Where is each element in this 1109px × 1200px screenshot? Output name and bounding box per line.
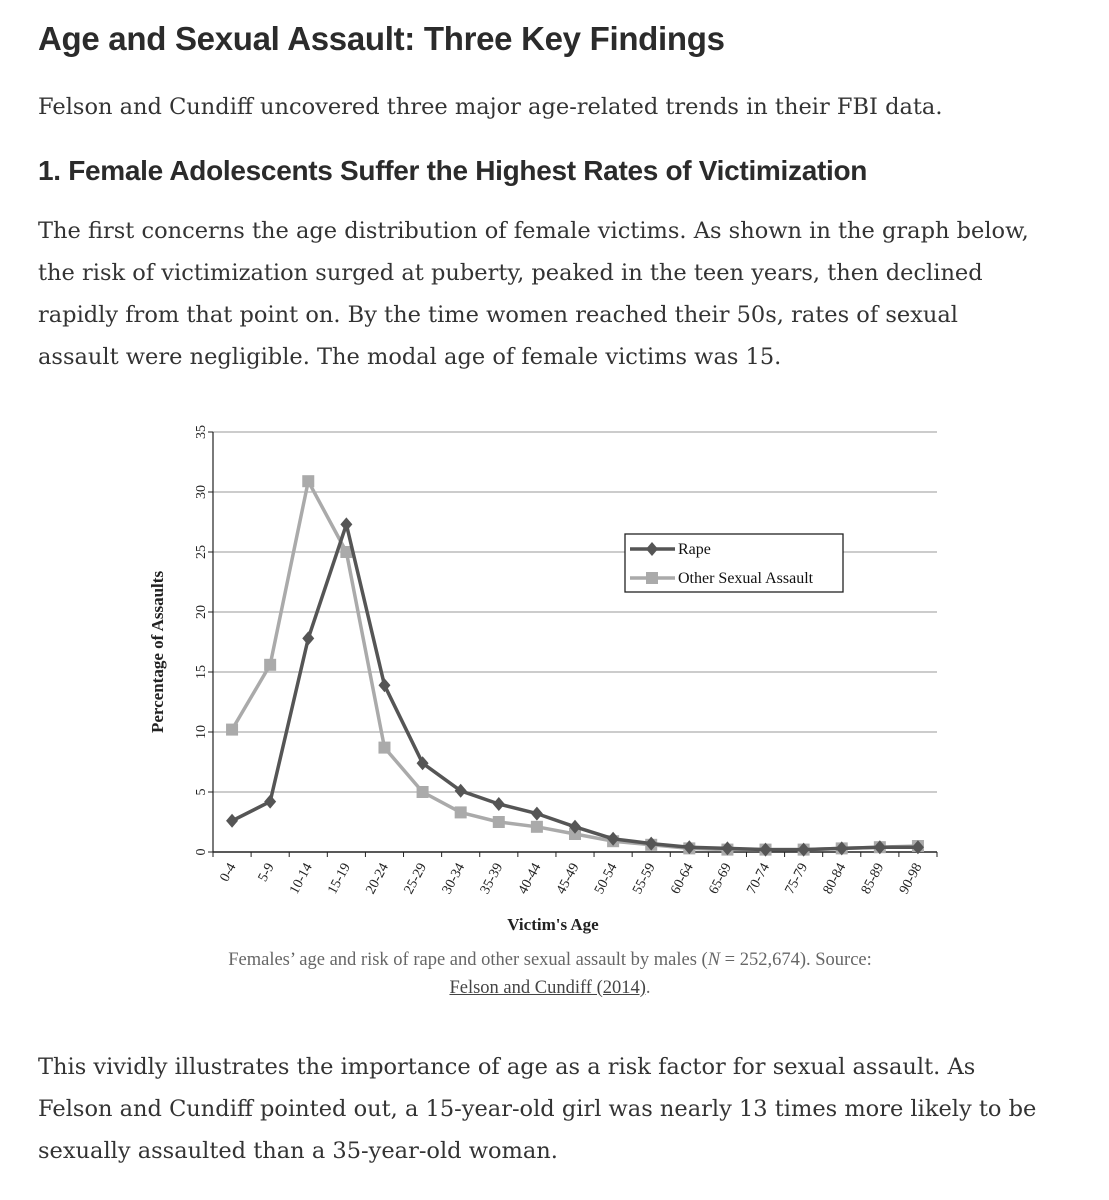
y-tick-label: 15 [194, 665, 209, 679]
legend-label: Other Sexual Assault [678, 570, 814, 587]
x-tick-label: 20-24 [363, 860, 393, 897]
x-tick-label: 70-74 [744, 860, 774, 897]
x-tick-label: 40-44 [515, 860, 545, 897]
caption-text: Females’ age and risk of rape and other sexual assault by males ( [228, 950, 708, 970]
caption-n-symbol: N [707, 950, 721, 970]
x-axis-title: Victim's Age [507, 915, 599, 934]
data-point-other-sexual-assault [264, 659, 276, 671]
data-point-other-sexual-assault [493, 816, 505, 828]
data-point-other-sexual-assault [417, 786, 429, 798]
body-paragraph-1: The first concerns the age distribution of female victims. As shown in the graph below, the risk of victimization surged at puberty, peaked in the teen years, then declined rapidly from that point on. By the time women reached their 50s, rates of sexual assault were negligible. The modal age of female victims was 15. [38, 218, 1029, 370]
section-heading: 1. Female Adolescents Suffer the Highest Rates of Victimization [38, 155, 868, 186]
data-point-other-sexual-assault [226, 724, 238, 736]
x-tick-label: 25-29 [401, 860, 431, 897]
y-tick-label: 30 [194, 485, 209, 499]
x-tick-label: 35-39 [477, 860, 507, 897]
data-point-other-sexual-assault [455, 806, 467, 818]
x-tick-label: 65-69 [706, 860, 735, 897]
figure-caption [120, 946, 980, 1002]
data-point-other-sexual-assault [531, 821, 543, 833]
caption-period: . [645, 978, 651, 998]
x-tick-label: 15-19 [325, 860, 354, 897]
data-point-other-sexual-assault [378, 742, 390, 754]
x-tick-label: 75-79 [782, 860, 812, 897]
x-tick-label: 60-64 [668, 860, 697, 897]
body-paragraph-2: This vividly illustrates the importance of age as a risk factor for sexual assault. As Felson and Cundiff pointed out, a 15-year-old girl was nearly 13 times more likely to be sexually assaulted than a 35-year-old woman. [38, 1054, 1037, 1164]
y-tick-label: 35 [194, 425, 209, 439]
x-tick-label: 55-59 [630, 860, 659, 897]
y-tick-label: 20 [194, 605, 209, 619]
page-heading: Age and Sexual Assault: Three Key Findings [38, 20, 725, 57]
intro-paragraph: Felson and Cundiff uncovered three major age-related trends in their FBI data. [38, 94, 943, 120]
x-tick-label: 85-89 [858, 860, 888, 897]
age-assault-line-chart [145, 420, 955, 940]
y-tick-label: 0 [194, 848, 209, 856]
x-tick-label: 0-4 [217, 860, 240, 885]
x-tick-label: 90-98 [896, 860, 926, 897]
y-tick-label: 5 [194, 788, 209, 796]
x-tick-label: 30-34 [439, 860, 469, 897]
y-tick-label: 25 [194, 545, 209, 559]
x-tick-label: 80-84 [820, 860, 850, 897]
legend-label: Rape [678, 541, 711, 558]
y-axis-title: Percentage of Assaults [148, 570, 167, 734]
legend-marker-square [646, 572, 658, 584]
data-point-rape [340, 517, 352, 531]
x-tick-label: 5-9 [255, 860, 278, 885]
data-point-rape [493, 797, 505, 811]
x-tick-label: 10-14 [287, 860, 316, 897]
data-point-rape [226, 814, 238, 828]
y-tick-label: 10 [194, 725, 209, 739]
x-tick-label: 45-49 [553, 860, 583, 897]
caption-text-after: = 252,674). Source: [720, 950, 872, 970]
data-point-rape [531, 807, 543, 821]
data-point-other-sexual-assault [302, 475, 314, 487]
data-point-rape [302, 631, 314, 645]
x-tick-label: 50-54 [592, 860, 621, 897]
source-link[interactable]: Felson and Cundiff (2014) [449, 978, 646, 998]
data-point-rape [264, 795, 276, 809]
